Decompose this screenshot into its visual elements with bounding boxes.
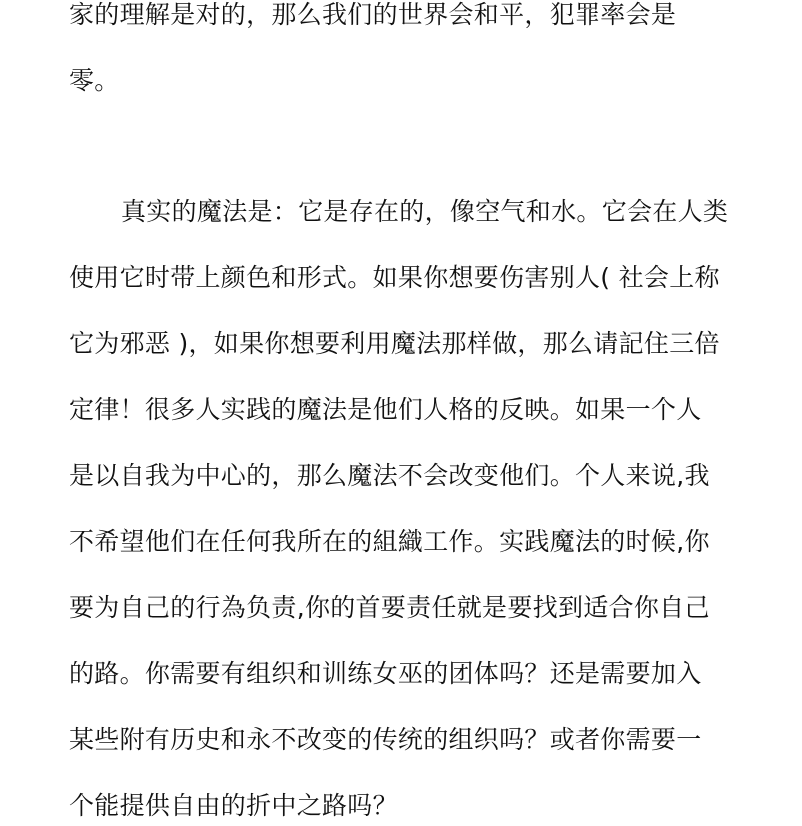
text-line-p1-2: 零。 bbox=[69, 66, 120, 95]
text-line-p2-3: 它为邪恶 )，如果你想要利用魔法那样做，那么请記住三倍 bbox=[69, 329, 720, 358]
text-line-p2-8: 的路。你需要有组织和训练女巫的团体吗？还是需要加入 bbox=[69, 659, 702, 688]
text-line-p2-4: 定律！很多人实践的魔法是他们人格的反映。如果一个人 bbox=[69, 395, 702, 424]
text-line-p2-6: 不希望他们在任何我所在的組織工作。实践魔法的时候,你 bbox=[69, 527, 710, 556]
text-line-p2-10: 个能提供自由的折中之路吗？ bbox=[69, 791, 398, 820]
text-line-p2-9: 某些附有历史和永不改变的传统的组织吗？或者你需要一 bbox=[69, 725, 702, 754]
text-line-p2-1: 真实的魔法是：它是存在的，像空气和水。它会在人类 bbox=[121, 197, 729, 226]
text-line-p2-5: 是以自我为中心的，那么魔法不会改变他们。个人来说,我 bbox=[69, 461, 710, 490]
text-line-p2-2: 使用它时带上颜色和形式。如果你想要伤害别人( 社会上称 bbox=[69, 263, 720, 292]
text-line-p2-7: 要为自己的行為负责,你的首要责任就是要找到适合你自己 bbox=[69, 593, 710, 622]
text-line-p1-1: 家的理解是对的，那么我们的世界会和平，犯罪率会是 bbox=[69, 0, 677, 29]
